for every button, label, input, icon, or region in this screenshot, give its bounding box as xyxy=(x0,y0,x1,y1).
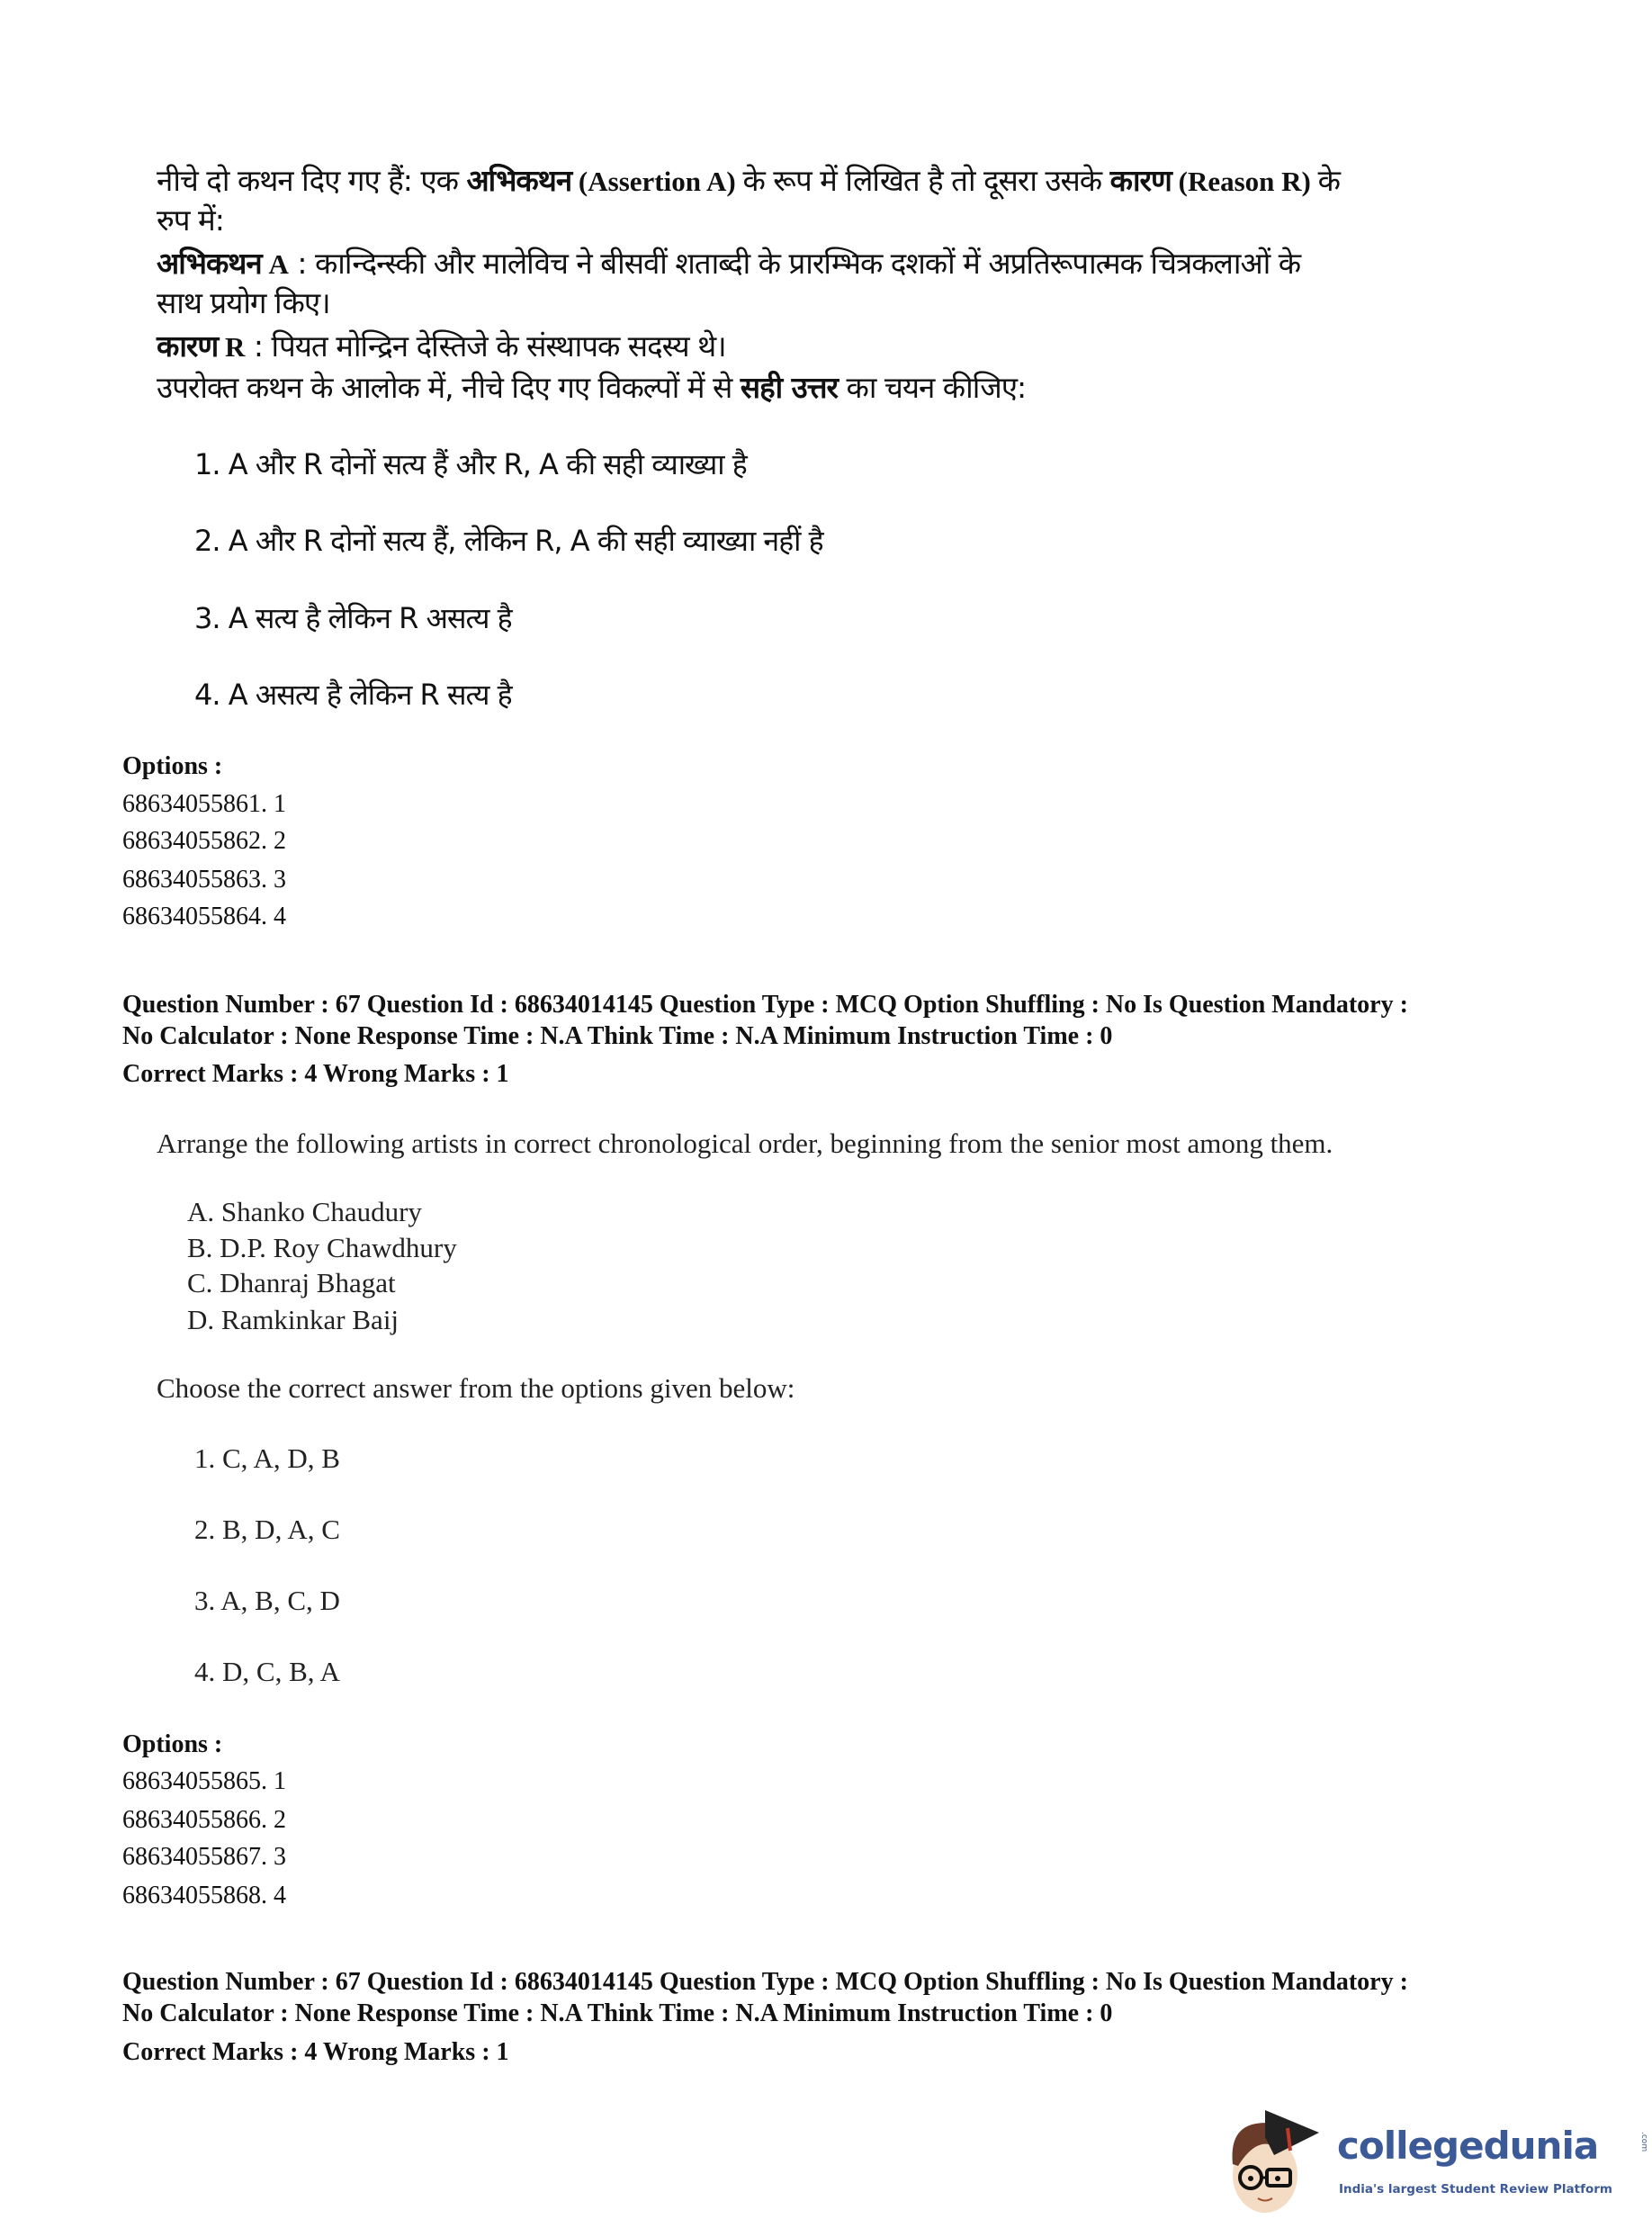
reason-text: : पियत मोन्द्रिन देस्तिजे के संस्थापक सदस्य थे। xyxy=(245,328,726,364)
q67-option-id-3: 68634055867. 3 xyxy=(122,1843,286,1871)
q66-option-id-3: 68634055863. 3 xyxy=(122,866,286,894)
q67-question: Arrange the following artists in correct chronological order, beginning from the senior most among them. xyxy=(157,1127,1333,1159)
q67-meta-line1: Question Number : 67 Question Id : 68634014145 Question Type : MCQ Option Shuffling : No Is Question Mandatory : xyxy=(122,991,1408,1019)
q67-item-d: D. Ramkinkar Baij xyxy=(187,1304,400,1335)
q66-reason xyxy=(157,327,726,366)
q66-instruction xyxy=(157,368,1026,408)
text: उपरोक्त कथन के आलोक में, नीचे दिए गए विकल्पों में से xyxy=(157,370,741,405)
q68-meta-line3: Correct Marks : 4 Wrong Marks : 1 xyxy=(122,2038,509,2066)
q67-choice-4: 4. D, C, B, A xyxy=(194,1656,340,1687)
text: का चयन कीजिए: xyxy=(838,370,1027,405)
reason-latin: (Reason R) xyxy=(1171,166,1318,197)
q67-option-id-4: 68634055868. 4 xyxy=(122,1882,286,1909)
text: के रूप में लिखित है तो दूसरा उसके xyxy=(742,163,1110,198)
q67-options-label: Options : xyxy=(122,1730,223,1758)
q66-choice-1: 1. A और R दोनों सत्य हैं और R, A की सही व्याख्या है xyxy=(194,447,747,481)
q66-assertion-line2: साथ प्रयोग किए। xyxy=(157,285,330,320)
q66-choice-3: 3. A सत्य है लेकिन R असत्य है xyxy=(194,601,512,635)
q66-options-label: Options : xyxy=(122,752,223,780)
q66-option-id-4: 68634055864. 4 xyxy=(122,903,286,930)
assertion-letter: A xyxy=(261,248,289,280)
mascot-icon xyxy=(1220,2101,1328,2218)
q67-choice-3: 3. A, B, C, D xyxy=(194,1585,340,1616)
q67-option-id-1: 68634055865. 1 xyxy=(122,1767,286,1795)
q66-option-id-1: 68634055861. 1 xyxy=(122,790,286,818)
text: नीचे दो कथन दिए गए हैं: एक xyxy=(157,163,467,198)
q67-item-b: B. D.P. Roy Chawdhury xyxy=(187,1232,457,1263)
q66-option-id-2: 68634055862. 2 xyxy=(122,827,286,855)
brand-name: collegedunia xyxy=(1337,2124,1599,2168)
q68-meta-line1: Question Number : 67 Question Id : 68634014145 Question Type : MCQ Option Shuffling : No Is Question Mandatory : xyxy=(122,1968,1408,1996)
assertion-latin: (Assertion A) xyxy=(571,166,743,197)
q67-option-id-2: 68634055866. 2 xyxy=(122,1806,286,1834)
q67-item-a: A. Shanko Chaudury xyxy=(187,1196,422,1227)
assertion-text: : कान्दिन्स्की और मालेविच ने बीसवीं शताब्दी के प्रारम्भिक दशकों में अप्रतिरूपात्मक चित्रकलाओं के xyxy=(288,246,1301,281)
q67-instruction: Choose the correct answer from the options given below: xyxy=(157,1372,795,1404)
q67-choice-1: 1. C, A, D, B xyxy=(194,1442,340,1474)
q67-choice-2: 2. B, D, A, C xyxy=(194,1514,340,1545)
collegedunia-logo xyxy=(1220,2101,1652,2218)
reason-label: कारण xyxy=(157,328,219,364)
q66-intro-line2: रुप में: xyxy=(157,202,224,238)
q67-meta-line2: No Calculator : None Response Time : N.A Think Time : N.A Minimum Instruction Time : 0 xyxy=(122,1022,1113,1050)
q67-item-c: C. Dhanraj Bhagat xyxy=(187,1267,396,1298)
q66-assertion xyxy=(157,244,1300,283)
q66-choice-4: 4. A असत्य है लेकिन R सत्य है xyxy=(194,678,512,712)
reason-term: कारण xyxy=(1109,163,1172,198)
brand-tagline: India's largest Student Review Platform xyxy=(1339,2182,1612,2197)
brand-suffix: .com xyxy=(1639,2132,1648,2152)
reason-letter: R xyxy=(218,331,246,363)
q66-choice-2: 2. A और R दोनों सत्य हैं, लेकिन R, A की सही व्याख्या नहीं है xyxy=(194,524,823,558)
q66-intro-line xyxy=(157,161,1340,201)
correct-answer-term: सही उत्तर xyxy=(740,370,839,405)
q67-meta-line3: Correct Marks : 4 Wrong Marks : 1 xyxy=(122,1060,509,1088)
q68-meta-line2: No Calculator : None Response Time : N.A Think Time : N.A Minimum Instruction Time : 0 xyxy=(122,1999,1113,2027)
text: के xyxy=(1317,163,1340,198)
assertion-label: अभिकथन xyxy=(157,246,262,281)
assertion-term: अभिकथन xyxy=(466,163,572,198)
